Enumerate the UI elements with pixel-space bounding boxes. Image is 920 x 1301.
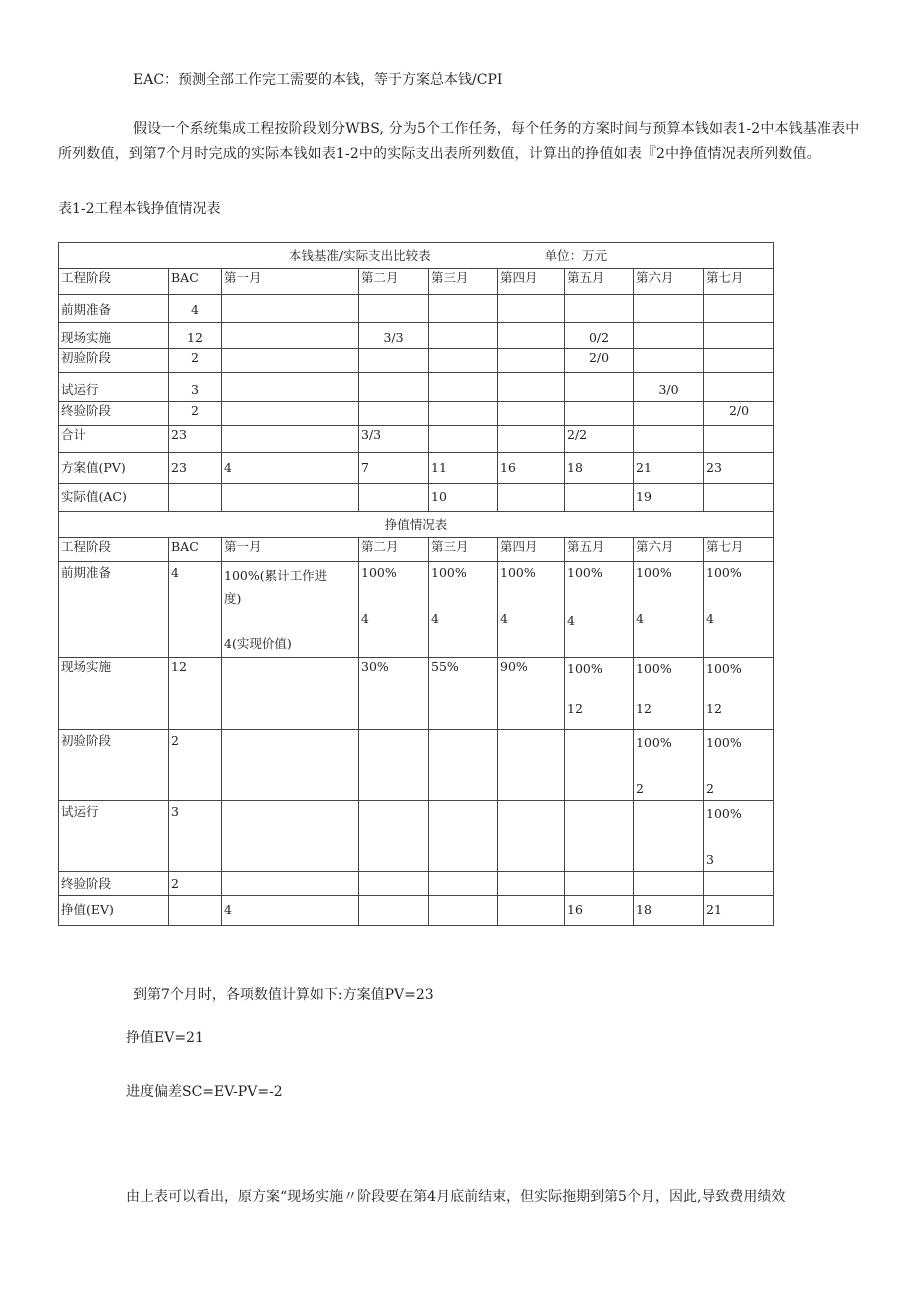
percent-value: 100%: [636, 565, 672, 580]
ev-table-title: [59, 512, 774, 538]
ev-value: 3: [706, 852, 714, 867]
ev-value: 4: [500, 611, 508, 626]
stage-cell: 实际值(AC): [59, 484, 169, 512]
progress-note: 度): [224, 591, 242, 606]
bac-cell: 4: [169, 295, 222, 323]
table-row: [59, 402, 774, 426]
bac-cell: 2: [169, 730, 222, 801]
eac-line: EAC：预测全部工作完工需要的本钱，等于方案总本钱/CPI: [133, 72, 503, 88]
intro-paragraph: 假设一个系统集成工程按阶段划分WBS, 分为5个工作任务，每个任务的方案时间与预算本钱如表1-2中本钱基准表中所列数值，到第7个月时完成的实际本钱如表1-2中的实际支出表所列数值，计算出的挣值如表『2中挣值情况表所列数值。: [58, 121, 860, 162]
header-cell: 第三月: [429, 538, 498, 562]
percent-value: 100%: [567, 565, 603, 580]
value-cell: 2/0: [565, 349, 634, 373]
table-row: [59, 801, 774, 872]
conclusion-line: 由上表可以看出，原方案“现场实施〃阶段要在第4月底前结束，但实际拖期到第5个月，因此,导致费用绩效: [126, 1189, 786, 1205]
bac-cell: 2: [169, 872, 222, 896]
header-cell: 第四月: [498, 538, 565, 562]
ev-value: 4: [567, 613, 575, 628]
table-row: [59, 484, 774, 512]
header-cell: 工程阶段: [59, 538, 169, 562]
ev-value: 4: [431, 611, 439, 626]
value-cell: 19: [634, 484, 704, 512]
value-cell: 2/0: [704, 402, 774, 426]
table-row: [59, 730, 774, 801]
value-cell: 7: [359, 453, 429, 484]
stage-cell: 挣值(EV): [59, 896, 169, 926]
ev-value: 12: [706, 701, 722, 716]
bac-cell: 2: [169, 349, 222, 373]
ev-value: 4: [222, 896, 359, 926]
stage-cell: 初验阶段: [59, 349, 169, 373]
ev-value: 16: [565, 896, 634, 926]
header-cell: 工程阶段: [59, 269, 169, 295]
percent-value: 90%: [498, 658, 565, 730]
header-cell: 第六月: [634, 538, 704, 562]
value-cell: 10: [429, 484, 498, 512]
value-cell: 18: [565, 453, 634, 484]
value-note: 4(实现价值): [224, 636, 292, 651]
baseline-title-text: 本钱基准/实际支出比较表: [288, 247, 431, 263]
stage-cell: 试运行: [59, 801, 169, 872]
calc-line-sv: 进度偏差SC=EV-PV=-2: [126, 1084, 283, 1100]
table-row: [59, 896, 774, 926]
calc-line-pv: 到第7个月时，各项数值计算如下:方案值PV=23: [133, 987, 434, 1003]
bac-cell: 3: [169, 801, 222, 872]
progress-note: 100%(累计工作进: [224, 568, 328, 583]
value-cell: 3/3: [359, 426, 429, 453]
stage-cell: 前期准备: [59, 562, 169, 658]
value-cell: 23: [704, 453, 774, 484]
percent-value: 100%: [706, 735, 742, 750]
table-row: [59, 426, 774, 453]
table-row: [59, 295, 774, 323]
header-cell: BAC: [169, 269, 222, 295]
stage-cell: 现场实施: [59, 658, 169, 730]
header-cell: BAC: [169, 538, 222, 562]
table-row: [59, 872, 774, 896]
bac-cell: 12: [169, 323, 222, 349]
stage-cell: 合计: [59, 426, 169, 453]
percent-value: 30%: [359, 658, 429, 730]
stage-cell: 终验阶段: [59, 872, 169, 896]
stage-cell: 终验阶段: [59, 402, 169, 426]
header-cell: 第二月: [359, 538, 429, 562]
bac-cell: 23: [169, 453, 222, 484]
value-cell: 3/3: [359, 323, 429, 349]
table-row: [59, 373, 774, 402]
ev-value: 4: [636, 611, 644, 626]
value-cell: 16: [498, 453, 565, 484]
stage-cell: 现场实施: [59, 323, 169, 349]
header-cell: 第一月: [222, 538, 359, 562]
ev-value: 12: [636, 701, 652, 716]
ev-value: 2: [706, 781, 714, 796]
stage-cell: 试运行: [59, 373, 169, 402]
value-cell: 11: [429, 453, 498, 484]
ev-value: 4: [706, 611, 714, 626]
percent-value: 100%: [706, 661, 742, 676]
ev-value: 18: [634, 896, 704, 926]
table-row: [59, 658, 774, 730]
table-row: [59, 453, 774, 484]
table-row: [59, 562, 774, 658]
unit-label: 单位：万元: [544, 247, 608, 263]
ev-header-row: [59, 538, 774, 562]
percent-value: 100%: [706, 565, 742, 580]
table-caption: 表1-2工程本钱挣值情况表: [58, 201, 221, 217]
cost-ev-table: [58, 242, 774, 926]
ev-value: 2: [636, 781, 644, 796]
ev-value: 12: [567, 701, 583, 716]
percent-value: 100%: [706, 806, 742, 821]
ev-value: 21: [704, 896, 774, 926]
ev-value: 4: [361, 611, 369, 626]
bac-cell: 3: [169, 373, 222, 402]
header-cell: 第二月: [359, 269, 429, 295]
value-cell: 21: [634, 453, 704, 484]
table-row: [59, 323, 774, 349]
percent-value: 55%: [429, 658, 498, 730]
percent-value: 100%: [636, 735, 672, 750]
table-row: [59, 349, 774, 373]
header-cell: 第一月: [222, 269, 359, 295]
header-cell: 第三月: [429, 269, 498, 295]
percent-value: 100%: [500, 565, 536, 580]
calc-line-ev: 挣值EV=21: [126, 1030, 204, 1046]
percent-value: 100%: [361, 565, 397, 580]
value-cell: 4: [222, 453, 359, 484]
percent-value: 100%: [567, 661, 603, 676]
bac-cell: 12: [169, 658, 222, 730]
percent-value: 100%: [636, 661, 672, 676]
bac-cell: 4: [169, 562, 222, 658]
stage-cell: 初验阶段: [59, 730, 169, 801]
header-cell: 第四月: [498, 269, 565, 295]
header-cell: 第七月: [704, 269, 774, 295]
stage-cell: 方案值(PV): [59, 453, 169, 484]
header-cell: 第五月: [565, 538, 634, 562]
bac-cell: 23: [169, 426, 222, 453]
stage-cell: 前期准备: [59, 295, 169, 323]
header-cell: 第五月: [565, 269, 634, 295]
header-cell: 第七月: [704, 538, 774, 562]
ev-title-text: 挣值情况表: [384, 516, 448, 532]
value-cell: 3/0: [634, 373, 704, 402]
value-cell: 0/2: [565, 323, 634, 349]
baseline-header-row: [59, 269, 774, 295]
value-cell: 2/2: [565, 426, 634, 453]
baseline-table-title: [59, 243, 774, 269]
header-cell: 第六月: [634, 269, 704, 295]
percent-value: 100%: [431, 565, 467, 580]
bac-cell: 2: [169, 402, 222, 426]
